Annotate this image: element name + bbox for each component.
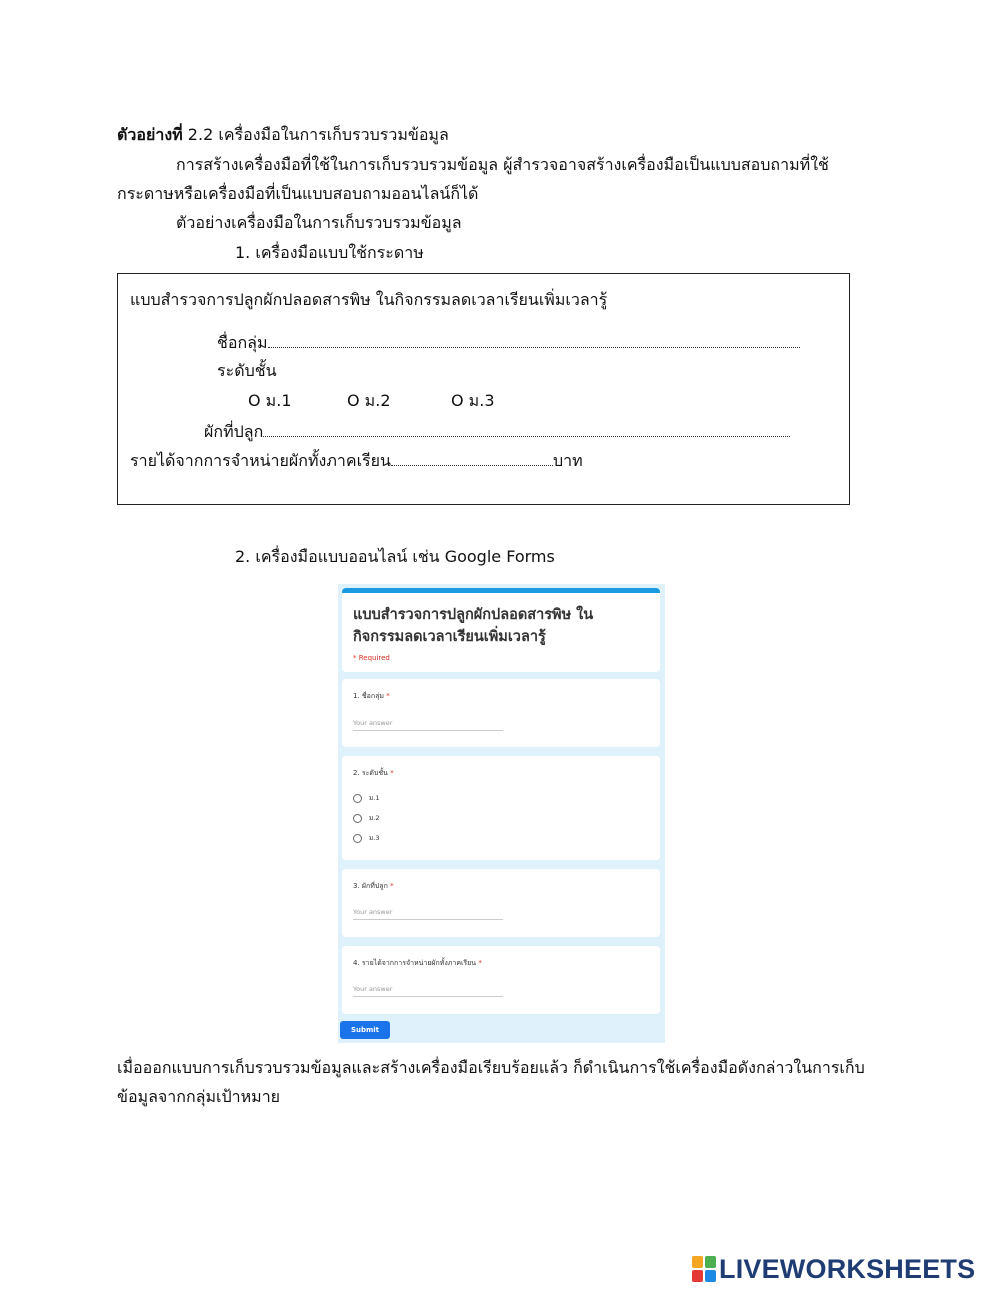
paper-income-row [130,451,583,471]
paper-option-m1[interactable]: O ม.1 [248,391,292,410]
question-4-input[interactable]: Your answer [353,985,503,997]
radio-circle-icon[interactable] [353,794,362,803]
example-heading [117,125,449,145]
liveworksheets-mark-icon [692,1256,716,1282]
submit-button[interactable]: Submit [340,1021,390,1039]
form-header-card [342,588,660,672]
question-1-label [353,691,390,702]
paper-income-unit: บาท [552,451,583,470]
paper-income-blank[interactable] [391,451,553,466]
paper-form [117,273,850,505]
question-1-input[interactable]: Your answer [353,719,503,731]
logo-wordmark: LIVEWORKSHEETS [719,1254,976,1284]
radio-option-label: ม.2 [369,814,380,822]
radio-circle-icon[interactable] [353,814,362,823]
example-number: 2.2 [187,125,214,144]
required-note: * Required [353,654,390,662]
radio-option-m3[interactable] [353,833,380,843]
paper-form-title: แบบสำรวจการปลูกผักปลอดสารพิษ ในกิจกรรมลดเวลาเรียนเพิ่มเวลารู้ [130,290,608,309]
question-1-text: 1. ชื่อกลุ่ม [353,692,385,700]
paper-vegetable-row [204,422,790,442]
question-4-label [353,958,482,969]
paper-group-row [217,333,800,353]
question-card-1 [342,679,660,747]
question-2-label [353,768,394,779]
required-star: * [478,959,482,967]
example-label: ตัวอย่างที่ [117,125,183,144]
form-title-line-1: แบบสำรวจการปลูกผักปลอดสารพิษ ใน [353,607,594,623]
paper-option-m3[interactable]: O ม.3 [451,391,495,410]
question-card-3 [342,869,660,937]
required-star: * [390,882,394,890]
paper-group-label: ชื่อกลุ่ม [217,333,268,352]
required-star: * [386,692,390,700]
item-1-heading: 1. เครื่องมือแบบใช้กระดาษ [235,243,424,262]
closing-line-1: เมื่อออกแบบการเก็บรวบรวมข้อมูลและสร้างเครื่องมือเรียบร้อยแล้ว ก็ดำเนินการใช้เครื่องมือดังกล่าวในการเก็บ [117,1058,865,1077]
closing-line-2: ข้อมูลจากกลุ่มเป้าหมาย [117,1087,281,1106]
liveworksheets-logo [692,1255,975,1283]
radio-circle-icon[interactable] [353,834,362,843]
paper-vegetable-label: ผักที่ปลูก [204,422,264,441]
google-form-preview [338,584,665,1043]
question-card-2 [342,756,660,860]
form-title-line-2: กิจกรรมลดเวลาเรียนเพิ่มเวลารู้ [353,629,546,645]
paper-level-label: ระดับชั้น [217,361,277,380]
question-3-input[interactable]: Your answer [353,908,503,920]
radio-option-label: ม.1 [369,794,380,802]
paper-group-blank[interactable] [268,333,800,348]
radio-option-label: ม.3 [369,834,380,842]
question-3-text: 3. ผักที่ปลูก [353,882,388,890]
question-card-4 [342,946,660,1014]
item-2-heading: 2. เครื่องมือแบบออนไลน์ เช่น Google Forms [235,547,555,566]
paper-income-label: รายได้จากการจำหน่ายผักทั้งภาคเรียน [130,451,391,470]
paragraph-2: ตัวอย่างเครื่องมือในการเก็บรวบรวมข้อมูล [176,213,462,232]
paragraph-1-line-1: การสร้างเครื่องมือที่ใช้ในการเก็บรวบรวมข้อมูล ผู้สำรวจอาจสร้างเครื่องมือเป็นแบบสอบถามที่ใช้ [176,155,829,174]
paper-vegetable-blank[interactable] [263,422,790,437]
radio-option-m2[interactable] [353,813,380,823]
question-4-text: 4. รายได้จากการจำหน่ายผักทั้งภาคเรียน [353,959,477,967]
question-2-text: 2. ระดับชั้น [353,769,388,777]
radio-option-m1[interactable] [353,793,380,803]
required-star: * [390,769,394,777]
example-title: เครื่องมือในการเก็บรวบรวมข้อมูล [218,125,449,144]
paragraph-1-line-2: กระดาษหรือเครื่องมือที่เป็นแบบสอบถามออนไลน์ก็ได้ [117,184,479,203]
paper-option-m2[interactable]: O ม.2 [347,391,391,410]
question-3-label [353,881,394,892]
